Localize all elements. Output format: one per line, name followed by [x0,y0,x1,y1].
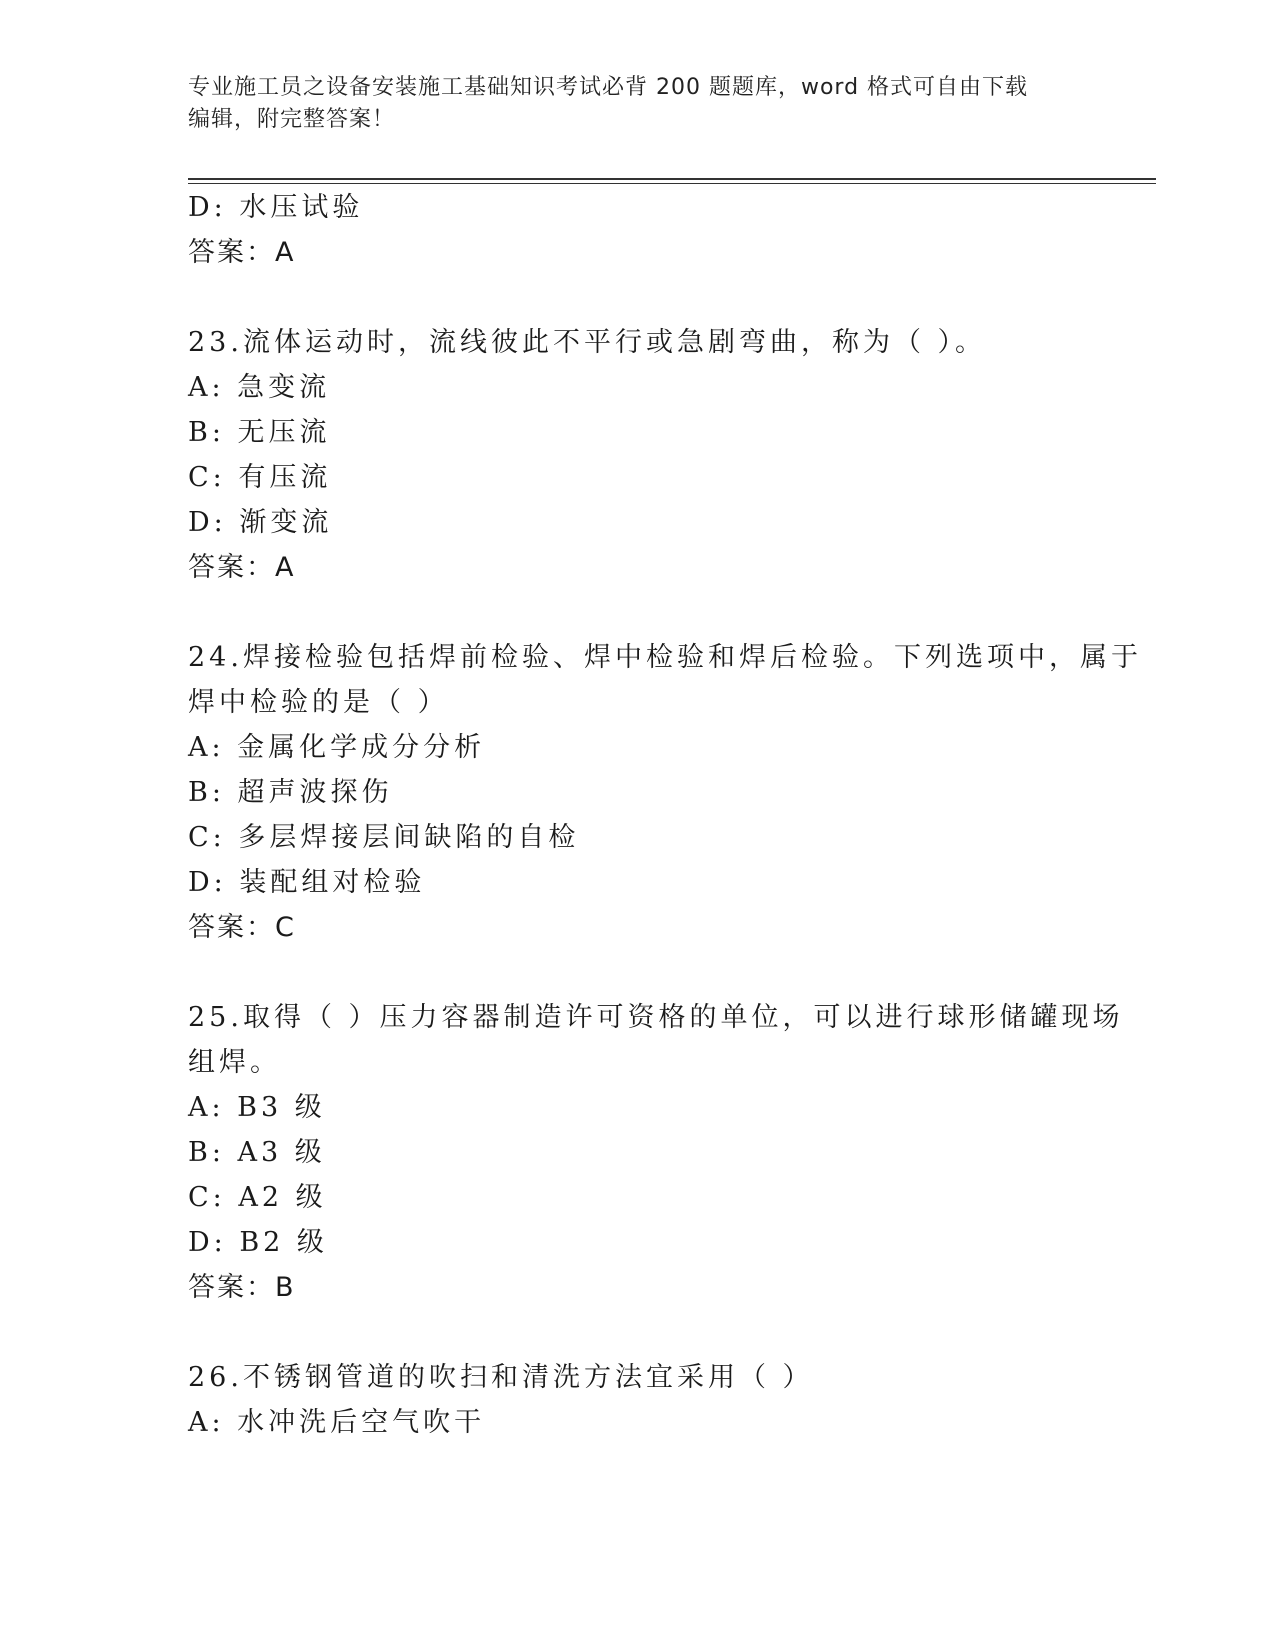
q23-option-a: A: 急变流 [188,372,331,403]
header-line-2: 编辑，附完整答案！ [188,107,396,132]
q23-option-c: C: 有压流 [188,462,332,493]
header-line-1: 专业施工员之设备安装施工基础知识考试必背 200 题题库，word 格式可自由下载 [188,75,1029,100]
q24-option-c: C: 多层焊接层间缺陷的自检 [188,822,580,853]
q24-stem-line-1: 24.焊接检验包括焊前检验、焊中检验和焊后检验。下列选项中，属于 [188,642,1142,673]
document-header [188,72,1088,136]
q25-option-d: D: B2 级 [188,1227,328,1258]
q24-option-d: D: 装配组对检验 [188,867,426,898]
q24-option-b: B: 超声波探伤 [188,777,393,808]
q25-stem-line-2: 组焊。 [188,1047,281,1078]
q23-option-d: D: 渐变流 [188,507,333,538]
q24-option-a: A: 金属化学成分分析 [188,732,486,763]
q24-answer: 答案：C [188,912,296,943]
q25-option-a: A: B3 级 [188,1092,326,1123]
q25-option-b: B: A3 级 [188,1137,326,1168]
q23-stem: 23.流体运动时，流线彼此不平行或急剧弯曲，称为（ ）。 [188,327,987,358]
prev-answer: 答案：A [188,237,296,268]
q24-stem-line-2: 焊中检验的是（ ） [188,687,449,718]
header-divider-thick [188,178,1156,180]
q23-answer: 答案：A [188,552,296,583]
q25-stem-line-1: 25.取得（ ）压力容器制造许可资格的单位，可以进行球形储罐现场 [188,1002,1124,1033]
q26-option-a: A: 水冲洗后空气吹干 [188,1407,486,1438]
q26-stem: 26.不锈钢管道的吹扫和清洗方法宜采用（ ） [188,1362,814,1393]
q23-option-b: B: 无压流 [188,417,331,448]
q25-option-c: C: A2 级 [188,1182,327,1213]
prev-option-d: D: 水压试验 [188,192,364,223]
header-divider-thin [188,183,1156,184]
q25-answer: 答案：B [188,1272,296,1303]
